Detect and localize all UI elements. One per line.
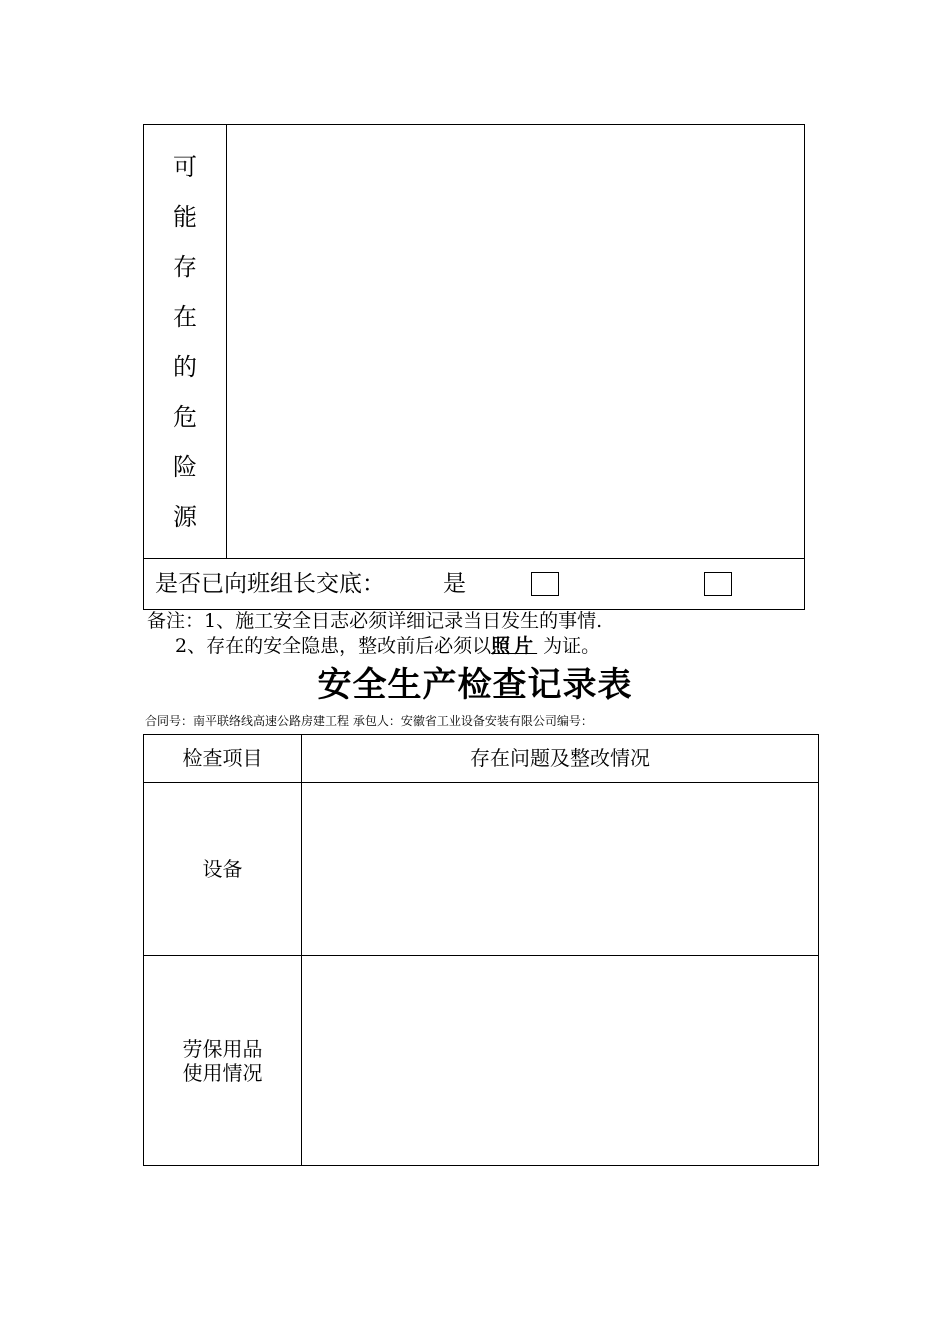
- row-ppe-content[interactable]: [302, 956, 818, 1165]
- hazard-label-char: 危: [173, 403, 197, 431]
- hazard-table-divider: [226, 124, 227, 558]
- hazard-source-label: [155, 142, 215, 542]
- header-check-item: 检查项目: [182, 746, 263, 770]
- handover-yes-checkbox[interactable]: [531, 572, 559, 596]
- hazard-label-char: 的: [173, 353, 197, 381]
- hazard-label-char: 能: [173, 203, 197, 231]
- hazard-table-row-divider: [143, 558, 805, 559]
- note-line-1: 备注：1、施工安全日志必须详细记录当日发生的事情.: [147, 610, 603, 632]
- note-line-2-prefix: 2、存在的安全隐患，整改前后必须以: [175, 635, 492, 657]
- hazard-label-char: 险: [173, 453, 197, 481]
- row-equipment-label: 设备: [202, 857, 243, 881]
- row-equipment-content[interactable]: [302, 783, 818, 955]
- row-ppe-label: [144, 1037, 301, 1085]
- hazard-label-char: 存: [173, 253, 197, 281]
- hazard-label-char: 可: [173, 153, 197, 181]
- row-ppe-label-line-1: 劳保用品: [182, 1037, 263, 1061]
- record-form-info-line: 合同号：南平联络线高速公路房建工程 承包人：安徽省工业设备安装有限公司编号：: [145, 714, 593, 728]
- record-form-title: 安全生产检查记录表: [317, 665, 633, 705]
- header-issues-rectification: 存在问题及整改情况: [470, 746, 650, 770]
- handover-no-checkbox[interactable]: [704, 572, 732, 596]
- handover-question: 是否已向班组长交底：: [155, 571, 385, 597]
- hazard-label-char: 源: [173, 503, 197, 531]
- hazard-label-char: 在: [173, 303, 197, 331]
- hazard-source-content[interactable]: [228, 126, 803, 556]
- row-ppe-label-line-2: 使用情况: [182, 1061, 263, 1085]
- note-line-2-suffix: 为证。: [543, 635, 601, 657]
- note-photo-emphasis: 照片: [491, 635, 538, 657]
- handover-yes-label: 是: [443, 571, 466, 597]
- note-line-2: [175, 634, 600, 658]
